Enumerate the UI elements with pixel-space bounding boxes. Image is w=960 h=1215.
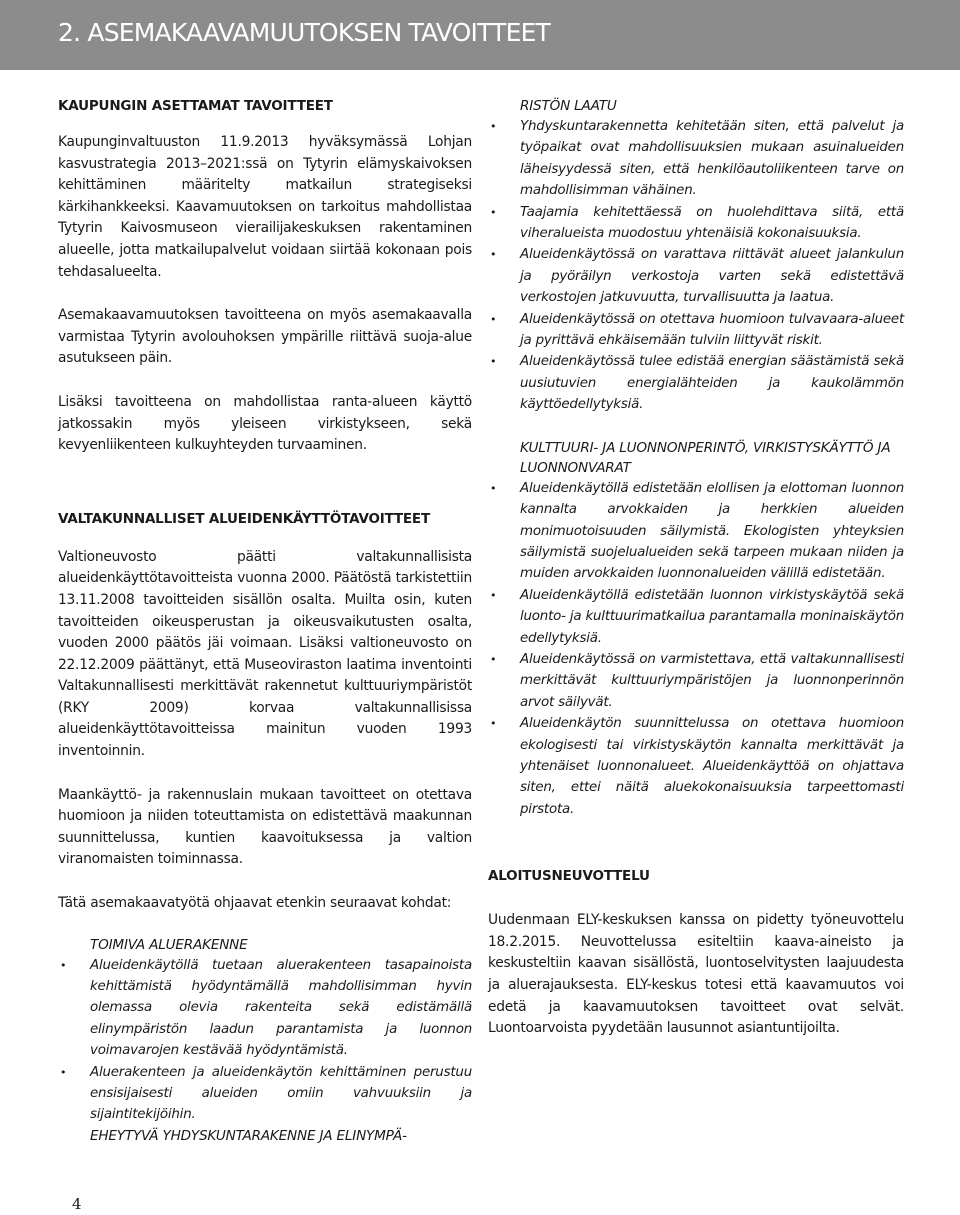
bullet-icon: •	[490, 312, 497, 326]
list-item: • Yhdyskuntarakennetta kehitetään siten, että palvelut ja työpaikat ovat mahdollisuuksien mukaan asuinalueiden läheisyydessä siten, että henkilöautoliikenteen tarve on mahdollisimman vähäinen.	[488, 116, 904, 202]
bullet-icon: •	[490, 481, 497, 495]
bullet-icon: •	[490, 588, 497, 602]
page-number: 4	[72, 1195, 82, 1213]
paragraph-maankaytto: Maankäyttö- ja rakennuslain mukaan tavoitteet on otettava huomioon ja niiden toteuttamista on edistettävä maakunnan suunnittelussa, kuntien kaavoituksessa ja valtion viranomaisten toiminnassa.	[58, 786, 472, 868]
list-item: • Alueidenkäytöllä edistetään luonnon virkistyskäytöä sekä luonto- ja kulttuurimatkailua parantamalla moninaiskäytön edellytyksiä.	[488, 585, 904, 649]
list-item: • Alueidenkäytön suunnittelussa on otettava huomioon ekologisesti tai virkistyskäytön kannalta merkittävät ja yhtenäiset luonnonalueet. Alueidenkäyttöä on ohjattava siten, ettei näitä aluekokonaisuuksia tarpeettomasti pirstota.	[488, 713, 904, 820]
bullet-icon: •	[490, 355, 497, 369]
toimiva-aluerakenne-heading: TOIMIVA ALUERAKENNE	[90, 936, 248, 953]
right-column	[488, 96, 904, 1040]
kulttuuri-list	[488, 478, 904, 821]
paragraph-aloitusneuvottelu: Uudenmaan ELY-keskuksen kanssa on pidetty työneuvottelu 18.2.2015. Neuvottelussa esiteltiin kaava-aineisto ja keskusteltiin kaavan sisällöstä, luontoselvitysten laajuudesta ja aluerajauksesta. ELY-keskus totesi että kaavamuutos voi edetä ja kaavamuutoksen tavoitteet ovat selvät. Luontoarvoista pyydetään lausunnot asiantuntijoilta.	[488, 912, 904, 1037]
left-column	[58, 96, 472, 1146]
paragraph-valtioneuvosto: Valtioneuvosto päätti valtakunnallisista alueidenkäyttötavoitteista vuonna 2000. Päätöstä tarkistettiin 13.11.2008 tavoitteiden sisällön osalta. Muilta osin, kuten tavoitteiden oikeusperustan ja oikeusvaikutusten osalta, vuoden 2000 päätös jäi voimaan. Lisäksi valtioneuvosto on 22.12.2009 päättänyt, että Museoviraston laatima inventointi Valtakunnallisesti merkittävät rakennetut kulttuuriympäristöt (RKY 2009) korvaa valtakunnallisissa alueidenkäyttötavoitteissa mainitun vuoden 1993 inventoinnin.	[58, 548, 472, 760]
list-item: • Alueidenkäytössä tulee edistää energian säästämistä sekä uusiutuvien energialähteiden ja kaukolämmön käyttöedellytyksiä.	[488, 351, 904, 415]
chapter-header	[0, 0, 960, 70]
eheytyva-list	[488, 116, 904, 416]
list-item: • Alueidenkäytöllä tuetaan aluerakenteen tasapainoista kehittämistä hyödyntämällä mahdollisimman hyvin olemassa olevia rakenteita sekä edistämällä elinympäristön laadun parantamista ja luonnon voimavarojen kestävää hyödyntämistä.	[58, 955, 472, 1062]
list-item: • Aluerakenteen ja alueidenkäytön kehittäminen perustuu ensisijaisesti alueiden omiin vahvuuksiin ja sijaintitekijöihin.	[58, 1062, 472, 1126]
list-item: • Alueidenkäytössä on otettava huomioon tulvavaara-alueet ja pyrittävä ehkäisemään tulviin liittyvät riskit.	[488, 309, 904, 352]
toimiva-aluerakenne-list	[58, 955, 472, 1126]
bullet-icon: •	[490, 717, 497, 731]
paragraph-protection-zone: Asemakaavamuutoksen tavoitteena on myös asemakaavalla varmistaa Tytyrin avolouhoksen ympärille riittävä suoja-alue asutukseen päin.	[58, 307, 472, 367]
bullet-icon: •	[60, 1065, 67, 1079]
paragraph-strategy: Kaupunginvaltuuston 11.9.2013 hyväksymässä Lohjan kasvustrategia 2013–2021:ssä on Tytyrin elämyskaivoksen kehittäminen määritelty matkailun strategiseksi kärkihankkeeksi. Kaavamuutoksen on tarkoitus mahdollistaa Tytyrin Kaivosmuseon vierailijakeskuksen rakentaminen alueelle, jotta matkailupalvelut voidaan siirtää kokonaan pois tehdasalueelta.	[58, 134, 472, 280]
bullet-icon: •	[490, 652, 497, 666]
chapter-title: 2. ASEMAKAAVAMUUTOKSEN TAVOITTEET	[58, 18, 551, 47]
list-item: • Alueidenkäytössä on varattava riittävät alueet jalankulun ja pyöräilyn verkostoja varten sekä edistettävä verkostojen jatkuvuutta, turvallisuutta ja laatua.	[488, 244, 904, 308]
eheytyva-heading-part1: EHEYTYVÄ YHDYSKUNTARAKENNE JA ELINYMPÄ-	[90, 1127, 407, 1144]
bullet-icon: •	[490, 248, 497, 262]
bullet-icon: •	[490, 205, 497, 219]
bullet-icon: •	[490, 120, 497, 133]
kaupungin-tavoitteet-heading: KAUPUNGIN ASETTAMAT TAVOITTEET	[58, 98, 333, 114]
list-item: • Alueidenkäytössä on varmistettava, että valtakunnallisesti merkittävät kulttuuriympäristöjen ja luonnonperinnön arvot säilyvät.	[488, 649, 904, 713]
list-item: • Taajamia kehitettäessä on huolehdittava siitä, että viheralueista muodostuu yhtenäisiä kokonaisuuksia.	[488, 202, 904, 245]
kulttuuri-heading: KULTTUURI- JA LUONNONPERINTÖ, VIRKISTYSKÄYTTÖ JA LUONNONVARAT	[520, 439, 891, 476]
paragraph-ohjaavat: Tätä asemakaavatyötä ohjaavat etenkin seuraavat kohdat:	[58, 895, 452, 912]
aloitusneuvottelu-heading: ALOITUSNEUVOTTELU	[488, 868, 650, 885]
bullet-icon: •	[60, 958, 67, 972]
list-item: • Alueidenkäytöllä edistetään elollisen ja elottoman luonnon kannalta arvokkaiden ja herkkien alueiden monimuotoisuuden säilymistä. Ekologisten yhteyksien säilymistä suojelualueiden sekä tarpeen mukaan niiden ja muiden arvokkaiden luonnonalueiden välillä edistetään.	[488, 478, 904, 585]
valtakunnalliset-heading: VALTAKUNNALLISET ALUEIDENKÄYTTÖTAVOITTEET	[58, 510, 430, 527]
paragraph-recreation: Lisäksi tavoitteena on mahdollistaa ranta-alueen käyttö jatkossakin myös yleiseen virkistykseen, sekä kevyenliikenteen kulkuyhteyden turvaaminen.	[58, 393, 472, 454]
eheytyva-heading-part2: RISTÖN LAATU	[520, 98, 617, 114]
